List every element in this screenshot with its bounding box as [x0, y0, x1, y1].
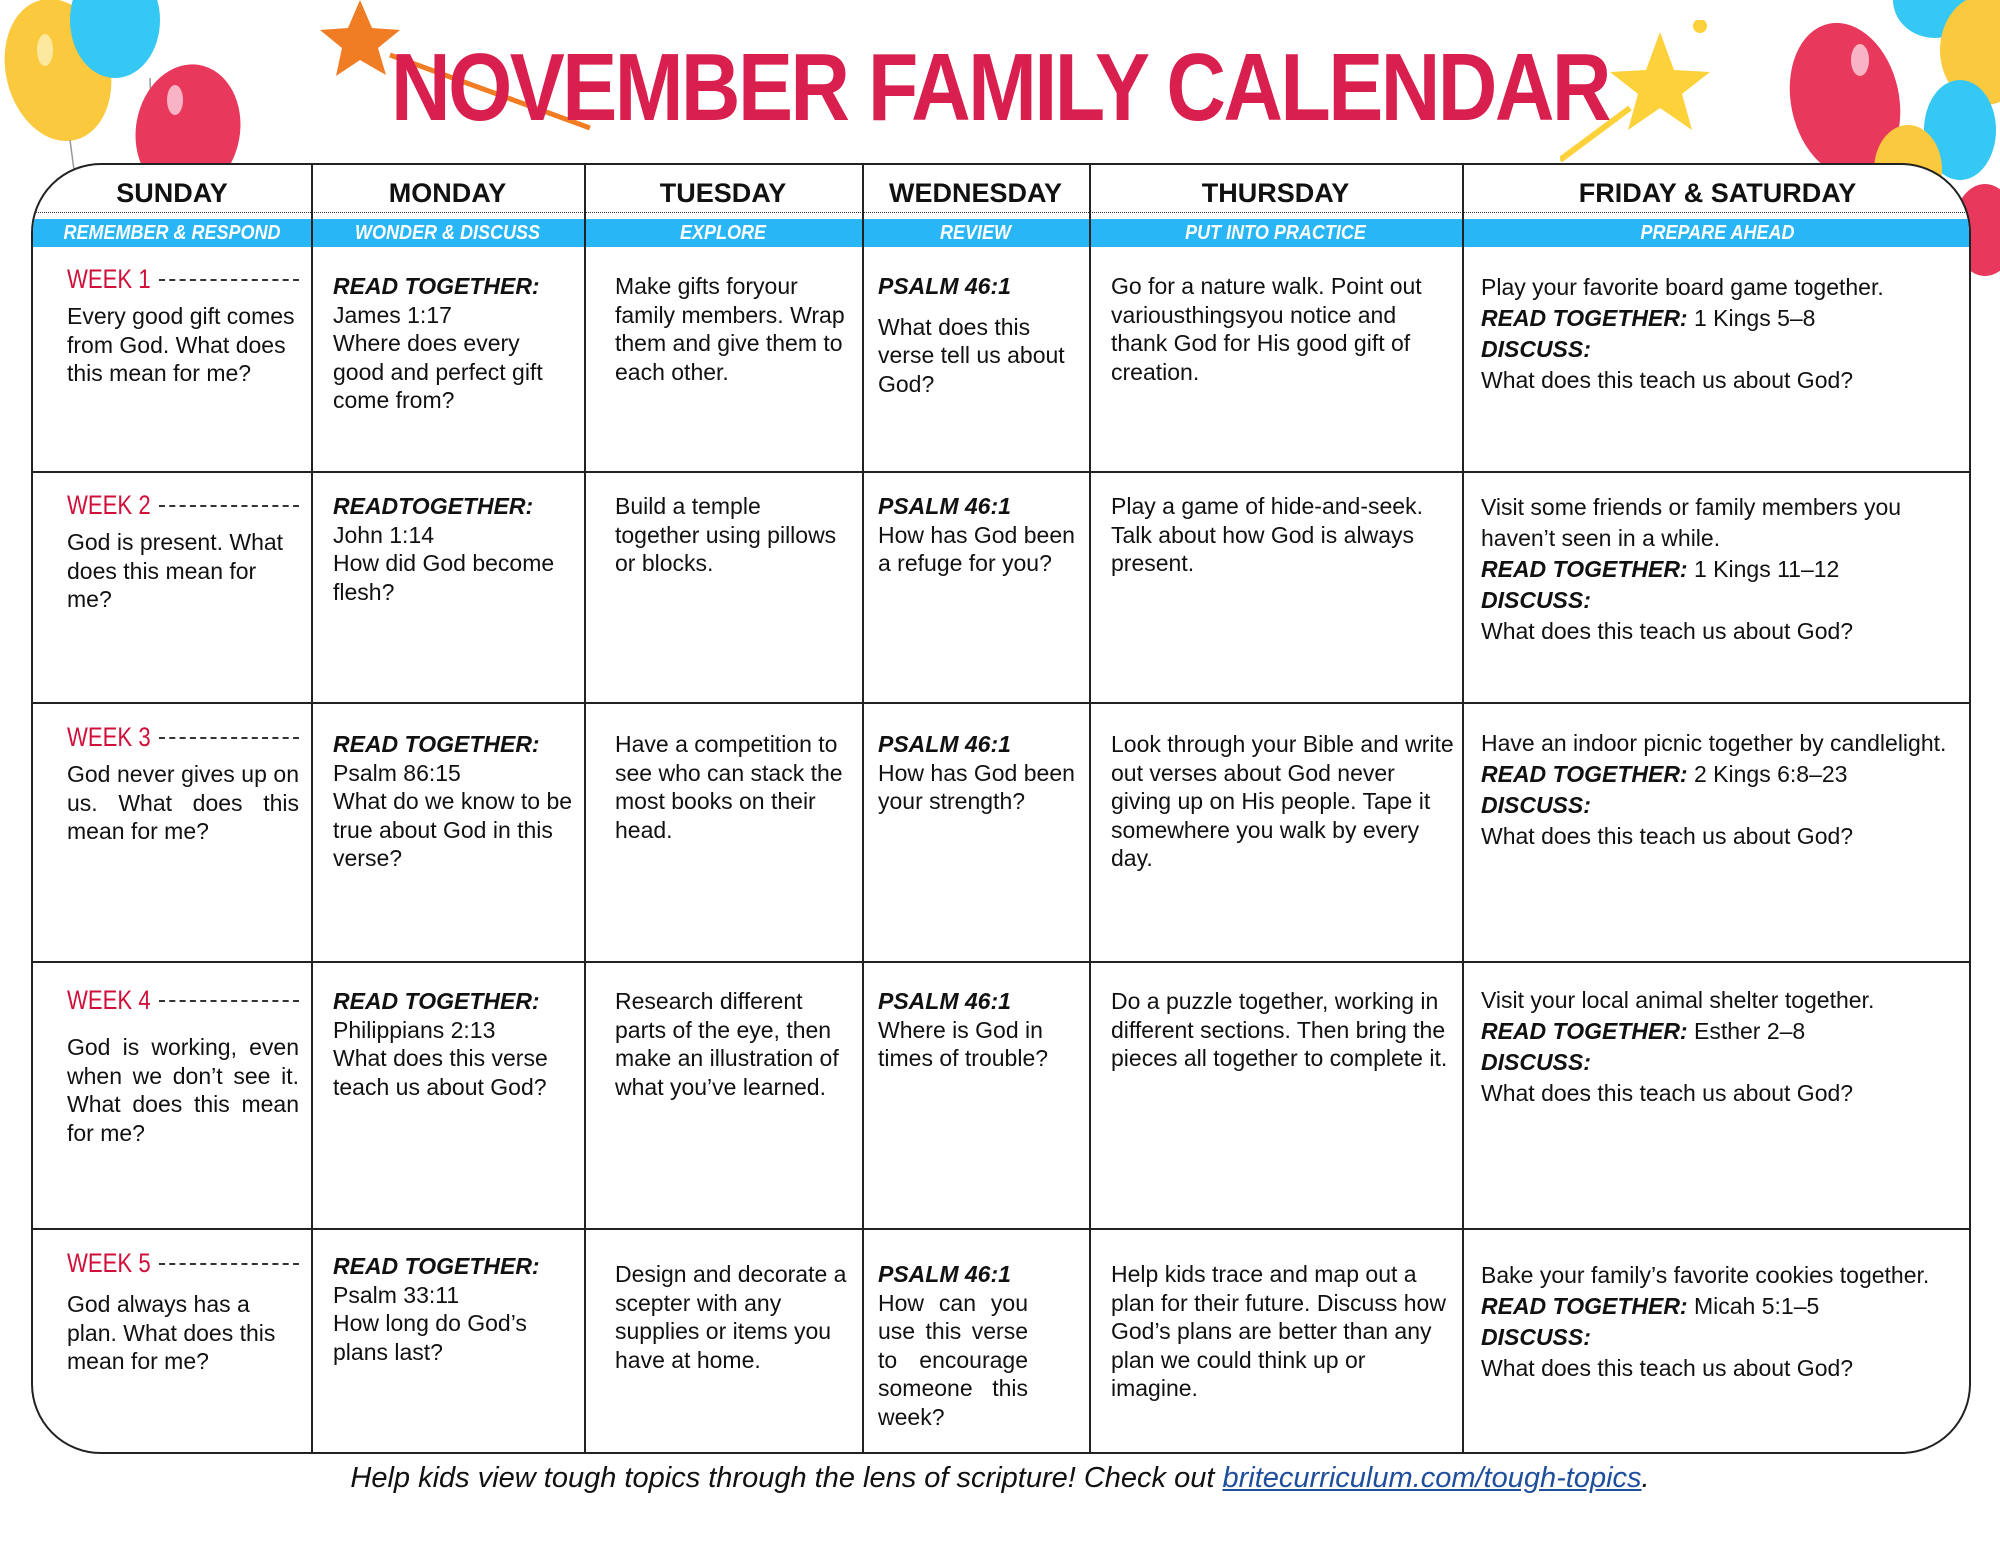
header-wednesday: WEDNESDAY	[888, 178, 1063, 208]
week5-wednesday: PSALM 46:1 How can you use this verse to encourage someone this week?	[878, 1261, 1028, 1430]
week1-monday: READ TOGETHER: James 1:17 Where does every good and perfect gift come from?	[333, 273, 543, 413]
week1-sunday	[67, 264, 299, 388]
week2-wednesday: PSALM 46:1 How has God been a refuge for you?	[878, 493, 1075, 576]
header-friday-saturday: FRIDAY & SATURDAY	[1578, 178, 1857, 208]
row-divider	[33, 471, 1969, 473]
header-sunday: SUNDAY	[116, 178, 228, 208]
column-divider	[584, 165, 586, 1452]
theme-monday: WONDER & DISCUSS	[354, 222, 541, 244]
theme-thursday: PUT INTO PRACTICE	[1185, 222, 1366, 244]
theme-wednesday: REVIEW	[939, 222, 1012, 244]
header-tuesday: TUESDAY	[659, 178, 787, 208]
page-title: NOVEMBER FAMILY CALENDAR	[391, 34, 1609, 141]
header-thursday: THURSDAY	[1201, 178, 1350, 208]
week4-tuesday: Research different parts of the eye, then make an illustration of what you’ve learned.	[615, 988, 839, 1100]
row-divider	[33, 1228, 1969, 1230]
sunday-text: God is present. What does this mean for me?	[67, 529, 284, 612]
week4-friday-saturday: Visit your local animal shelter together. READ TOGETHER: Esther 2–8 DISCUSS: What does this teach us about God?	[1481, 987, 1875, 1106]
week3-wednesday: PSALM 46:1 How has God been your strength?	[878, 731, 1075, 814]
week4-wednesday: PSALM 46:1 Where is God in times of trouble?	[878, 988, 1049, 1071]
column-divider	[862, 165, 864, 1452]
week2-friday-saturday: Visit some friends or family members you haven’t seen in a while. READ TOGETHER: 1 Kings 11–12 DISCUSS: What does this teach us about God?	[1481, 494, 1902, 644]
week4-thursday: Do a puzzle together, working in different sections. Then bring the pieces all together to complete it.	[1111, 988, 1448, 1071]
week1-friday-saturday: Play your favorite board game together. READ TOGETHER: 1 Kings 5–8 DISCUSS: What does this teach us about God?	[1481, 274, 1884, 393]
theme-sunday: REMEMBER & RESPOND	[63, 222, 281, 244]
column-divider	[1089, 165, 1091, 1452]
week2-sunday	[67, 490, 299, 614]
curriculum-link[interactable]: britecurriculum.com/tough-topics	[1222, 1462, 1642, 1494]
sunday-text: God is working, even when we don’t see it. What does this mean for me?	[67, 1034, 299, 1146]
row-divider	[33, 702, 1969, 704]
week3-thursday: Look through your Bible and write out verses about God never giving up on His people. Tape it somewhere you walk by every day.	[1111, 731, 1454, 871]
sunday-text: God never gives up on us. What does this mean for me?	[67, 761, 299, 844]
week1-thursday: Go for a nature walk. Point out variousthingsyou notice and thank God for His good gift of creation.	[1111, 273, 1422, 385]
week-label: WEEK 2	[67, 490, 299, 520]
week5-tuesday: Design and decorate a scepter with any supplies or items you have at home.	[615, 1261, 847, 1373]
week3-sunday	[67, 722, 299, 846]
week5-monday: READ TOGETHER: Psalm 33:11 How long do God’s plans last?	[333, 1253, 540, 1365]
week5-friday-saturday: Bake your family’s favorite cookies together. READ TOGETHER: Micah 5:1–5 DISCUSS: What does this teach us about God?	[1481, 1262, 1930, 1381]
sunday-text: God always has a plan. What does this mean for me?	[67, 1291, 276, 1374]
week1-wednesday: PSALM 46:1 What does this verse tell us about God?	[878, 273, 1065, 397]
row-divider	[33, 961, 1969, 963]
theme-friday-saturday: PREPARE AHEAD	[1640, 222, 1795, 244]
sunday-text: Every good gift comes from God. What does this mean for me?	[67, 303, 295, 386]
week2-tuesday: Build a temple together using pillows or blocks.	[615, 493, 837, 576]
week-label: WEEK 3	[67, 722, 299, 752]
week3-monday: READ TOGETHER: Psalm 86:15 What do we know to be true about God in this verse?	[333, 731, 573, 871]
theme-tuesday: EXPLORE	[679, 222, 767, 244]
week-label: WEEK 5	[67, 1248, 299, 1278]
week2-monday: READTOGETHER: John 1:14 How did God become flesh?	[333, 493, 555, 605]
week5-thursday: Help kids trace and map out a plan for their future. Discuss how God’s plans are better than any plan we could think up or imagine.	[1111, 1261, 1446, 1401]
column-divider	[1462, 165, 1464, 1452]
week-label: WEEK 1	[67, 264, 299, 294]
calendar-table	[31, 163, 1971, 1454]
week3-tuesday: Have a competition to see who can stack the most books on their head.	[615, 731, 843, 843]
header-divider	[33, 212, 1969, 213]
footer-note: Help kids view tough topics through the lens of scripture! Check out britecurriculum.com/tough-topics.	[350, 1462, 1650, 1494]
week1-tuesday: Make gifts foryour family members. Wrap them and give them to each other.	[615, 273, 845, 385]
week2-thursday: Play a game of hide-and-seek. Talk about how God is always present.	[1111, 493, 1423, 576]
week5-sunday	[67, 1248, 299, 1376]
week-label: WEEK 4	[67, 985, 299, 1015]
week4-sunday	[67, 985, 299, 1147]
header-monday: MONDAY	[388, 178, 507, 208]
week4-monday: READ TOGETHER: Philippians 2:13 What does this verse teach us about God?	[333, 988, 548, 1100]
week3-friday-saturday: Have an indoor picnic together by candlelight. READ TOGETHER: 2 Kings 6:8–23 DISCUSS: What does this teach us about God?	[1481, 730, 1947, 849]
column-divider	[311, 165, 313, 1452]
